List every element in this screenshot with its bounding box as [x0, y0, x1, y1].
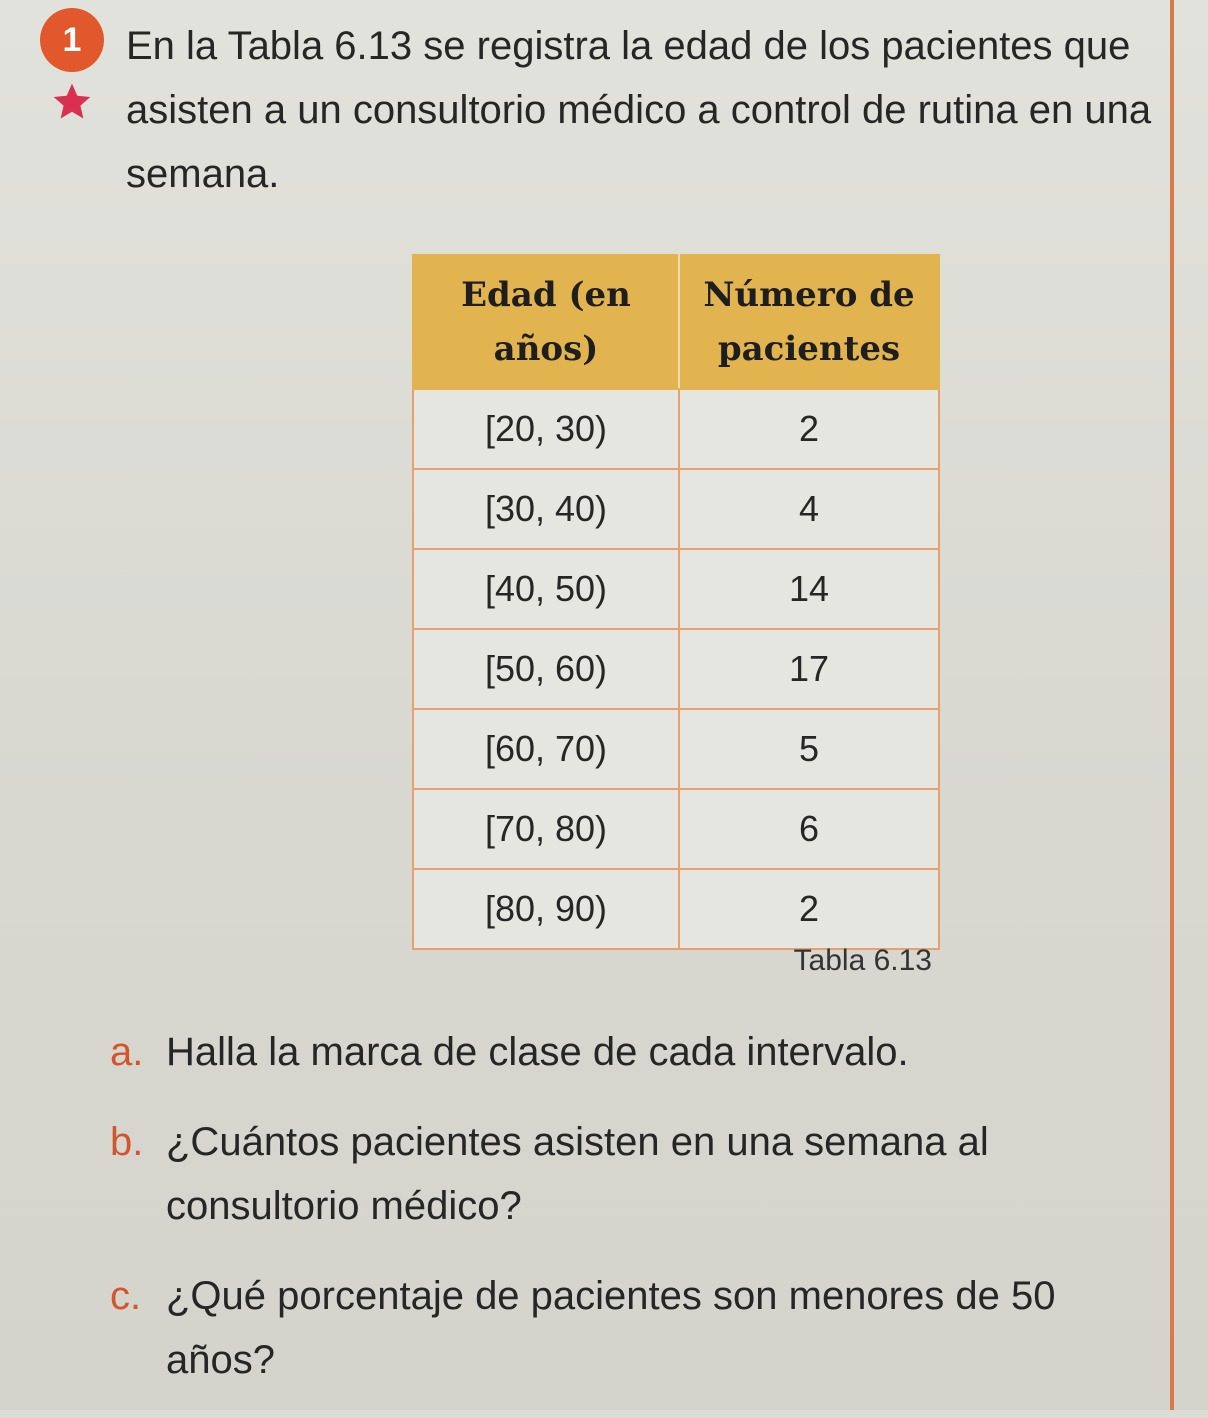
patient-count-cell: 5	[679, 709, 939, 789]
table-row	[413, 709, 939, 789]
header-patient-count: Número de pacientes	[679, 255, 939, 389]
question-letter: c.	[110, 1274, 142, 1318]
table-row	[413, 469, 939, 549]
age-interval-cell: [30, 40)	[413, 469, 679, 549]
question-item	[110, 1110, 1160, 1238]
exercise-number-badge: 1	[40, 8, 104, 72]
table-row	[413, 629, 939, 709]
table-row	[413, 869, 939, 949]
patient-count-cell: 2	[679, 869, 939, 949]
question-text: ¿Qué porcentaje de pacientes son menores de 50 años?	[166, 1274, 1056, 1382]
age-interval-cell: [20, 30)	[413, 389, 679, 469]
age-interval-cell: [50, 60)	[413, 629, 679, 709]
patient-count-cell: 14	[679, 549, 939, 629]
question-text: Halla la marca de clase de cada intervalo.	[166, 1030, 909, 1074]
patient-count-cell: 2	[679, 389, 939, 469]
question-list	[110, 1020, 1160, 1418]
table-header-row	[413, 255, 939, 389]
table-caption: Tabla 6.13	[793, 944, 932, 977]
table-row	[413, 549, 939, 629]
age-frequency-table	[412, 254, 940, 950]
problem-statement: En la Tabla 6.13 se registra la edad de los pacientes que asisten a un consultorio médico a control de rutina en una semana.	[126, 24, 1152, 196]
age-interval-cell: [70, 80)	[413, 789, 679, 869]
question-item	[110, 1020, 1160, 1084]
question-letter: b.	[110, 1120, 144, 1164]
age-interval-cell: [40, 50)	[413, 549, 679, 629]
star-icon	[50, 80, 94, 124]
patient-count-cell: 17	[679, 629, 939, 709]
question-text: ¿Cuántos pacientes asisten en una semana al consultorio médico?	[166, 1120, 989, 1228]
age-interval-cell: [60, 70)	[413, 709, 679, 789]
question-letter: a.	[110, 1030, 144, 1074]
age-interval-cell: [80, 90)	[413, 869, 679, 949]
header-age: Edad (en años)	[413, 255, 679, 389]
question-item	[110, 1264, 1160, 1392]
table-row	[413, 389, 939, 469]
page-margin-rule	[1170, 0, 1174, 1410]
table-row	[413, 789, 939, 869]
patient-count-cell: 6	[679, 789, 939, 869]
patient-count-cell: 4	[679, 469, 939, 549]
